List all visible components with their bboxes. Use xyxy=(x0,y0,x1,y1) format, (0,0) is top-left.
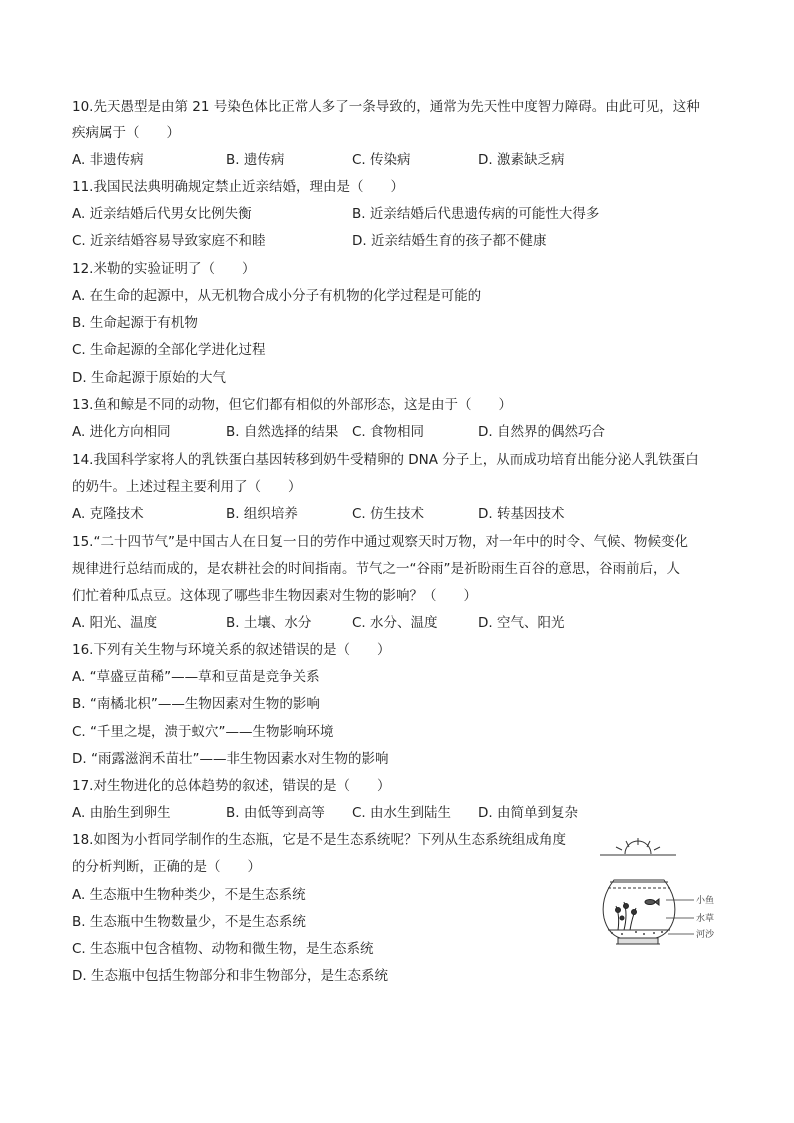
q18-stem-line1: 18.如图为小哲同学制作的生态瓶，它是不是生态系统呢？下列从生态系统组成角度 xyxy=(72,832,566,848)
q16-option-c: C. “千里之堤，溃于蚁穴”——生物影响环境 xyxy=(72,724,334,740)
q15-option-d: D. 空气、阳光 xyxy=(478,615,565,631)
q12-stem: 12.米勒的实验证明了（ ） xyxy=(72,261,256,277)
q13-option-a: A. 进化方向相同 xyxy=(72,424,171,440)
fish-icon xyxy=(645,899,659,905)
q16-option-a: A. “草盛豆苗稀”——草和豆苗是竞争关系 xyxy=(72,669,320,685)
q14-stem-line2: 的奶牛。上述过程主要利用了（ ） xyxy=(72,479,302,495)
q15-stem-line1: 15.“二十四节气”是中国古人在日复一日的劳作中通过观察天时万物，对一年中的时令、气候、物候变化 xyxy=(72,534,688,550)
q18-option-c: C. 生态瓶中包含植物、动物和微生物，是生态系统 xyxy=(72,941,374,957)
q10-option-b: B. 遗传病 xyxy=(226,152,285,168)
q17-stem: 17.对生物进化的总体趋势的叙述，错误的是（ ） xyxy=(72,778,391,794)
q10-option-d: D. 激素缺乏病 xyxy=(478,152,565,168)
q17-option-c: C. 由水生到陆生 xyxy=(352,805,452,821)
q13-option-c: C. 食物相同 xyxy=(352,424,425,440)
q14-option-c: C. 仿生技术 xyxy=(352,506,425,522)
sun-icon xyxy=(600,838,676,855)
q11-option-a: A. 近亲结婚后代男女比例失衡 xyxy=(72,206,252,222)
q14-option-a: A. 克隆技术 xyxy=(72,506,144,522)
q15-stem-line3: 们忙着种瓜点豆。这体现了哪些非生物因素对生物的影响？（ ） xyxy=(72,588,477,604)
q16-option-d: D. “雨露滋润禾苗壮”——非生物因素水对生物的影响 xyxy=(72,751,389,767)
q15-option-a: A. 阳光、温度 xyxy=(72,615,158,631)
q18-option-d: D. 生态瓶中包括生物部分和非生物部分，是生态系统 xyxy=(72,968,388,984)
ecosystem-bottle-diagram xyxy=(592,838,732,956)
q18-option-b: B. 生态瓶中生物数量少，不是生态系统 xyxy=(72,914,306,930)
q18-stem-line2: 的分析判断，正确的是（ ） xyxy=(72,859,261,875)
q17-option-d: D. 由简单到复杂 xyxy=(478,805,578,821)
q16-stem: 16.下列有关生物与环境关系的叙述错误的是（ ） xyxy=(72,642,391,658)
q11-option-c: C. 近亲结婚容易导致家庭不和睦 xyxy=(72,233,266,249)
water-plant-icon xyxy=(616,902,637,930)
q13-option-d: D. 自然界的偶然巧合 xyxy=(478,424,605,440)
q15-option-b: B. 土壤、水分 xyxy=(226,615,312,631)
q17-option-a: A. 由胎生到卵生 xyxy=(72,805,171,821)
q12-option-b: B. 生命起源于有机物 xyxy=(72,315,198,331)
q11-option-b: B. 近亲结婚后代患遗传病的可能性大得多 xyxy=(352,206,600,222)
q10-option-a: A. 非遗传病 xyxy=(72,152,144,168)
q12-option-d: D. 生命起源于原始的大气 xyxy=(72,370,226,386)
q10-stem-line2: 疾病属于（ ） xyxy=(72,125,180,141)
q14-stem-line1: 14.我国科学家将人的乳铁蛋白基因转移到奶牛受精卵的 DNA 分子上，从而成功培育出能分泌人乳铁蛋白 xyxy=(72,452,699,468)
q13-option-b: B. 自然选择的结果 xyxy=(226,424,339,440)
q14-option-b: B. 组织培养 xyxy=(226,506,298,522)
q15-option-c: C. 水分、温度 xyxy=(352,615,438,631)
q11-option-d: D. 近亲结婚生育的孩子都不健康 xyxy=(352,233,547,249)
q15-stem-line2: 规律进行总结而成的，是农耕社会的时间指南。节气之一“谷雨”是祈盼雨生百谷的意思，谷雨前后，人 xyxy=(72,561,680,577)
q12-option-a: A. 在生命的起源中，从无机物合成小分子有机物的化学过程是可能的 xyxy=(72,288,482,304)
label-small-fish: 小鱼 xyxy=(696,896,715,906)
label-river-sand: 河沙 xyxy=(696,930,715,940)
q11-stem: 11.我国民法典明确规定禁止近亲结婚，理由是（ ） xyxy=(72,179,404,195)
q14-option-d: D. 转基因技术 xyxy=(478,506,565,522)
q10-option-c: C. 传染病 xyxy=(352,152,411,168)
bottle-icon xyxy=(603,880,675,944)
q12-option-c: C. 生命起源的全部化学进化过程 xyxy=(72,342,266,358)
q17-option-b: B. 由低等到高等 xyxy=(226,805,325,821)
ecosystem-bottle-figure xyxy=(592,838,732,956)
q16-option-b: B. “南橘北枳”——生物因素对生物的影响 xyxy=(72,696,320,712)
q13-stem: 13.鱼和鲸是不同的动物，但它们都有相似的外部形态，这是由于（ ） xyxy=(72,397,512,413)
label-water-plant: 水草 xyxy=(696,914,715,924)
q18-option-a: A. 生态瓶中生物种类少，不是生态系统 xyxy=(72,887,306,903)
river-sand-icon xyxy=(608,930,670,935)
q10-stem-line1: 10.先天愚型是由第 21 号染色体比正常人多了一条导致的，通常为先天性中度智力障碍。由此可见，这种 xyxy=(72,99,700,115)
